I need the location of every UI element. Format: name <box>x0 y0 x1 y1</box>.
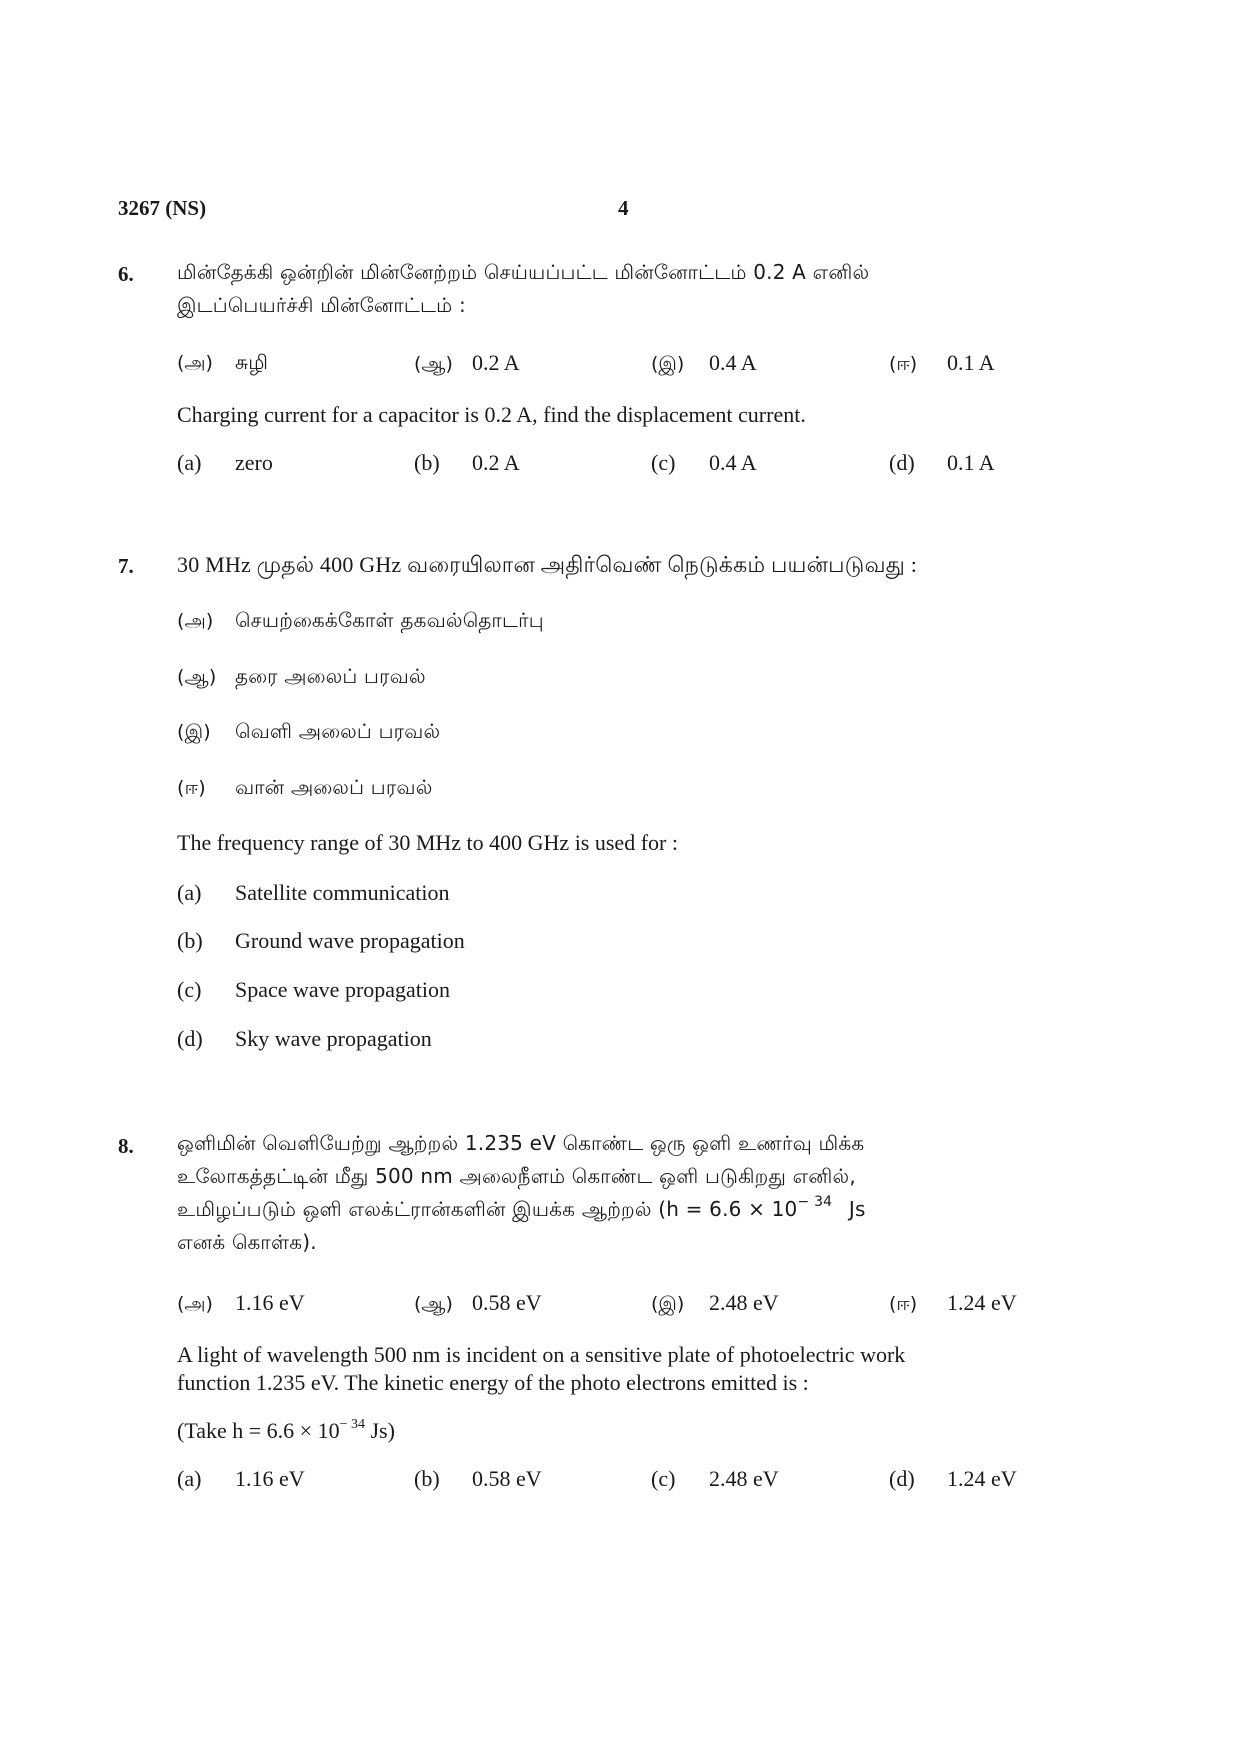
paper-code: 3267 (NS) <box>118 196 207 220</box>
question-number: 7. <box>118 554 134 578</box>
question-text-tamil: இடப்பெயர்ச்சி மின்னோட்டம் : <box>177 293 466 317</box>
option-tamil: (ஈ) வான் அலைப் பரவல் <box>177 775 433 799</box>
question-text-english: Charging current for a capacitor is 0.2 A, find the displacement current. <box>177 402 806 427</box>
option-english: (b) Ground wave propagation <box>177 928 465 953</box>
question-number: 6. <box>118 262 134 286</box>
option-tamil: (அ) செயற்கைக்கோள் தகவல்தொடர்பு <box>177 608 544 632</box>
question-number: 8. <box>118 1134 134 1158</box>
option-english: (c) Space wave propagation <box>177 977 451 1002</box>
option-tamil: (ஆ) 0.2 A <box>414 350 520 375</box>
option-english: (a) 1.16 eV <box>177 1466 305 1491</box>
question-text-tamil: 30 MHz முதல் 400 GHz வரையிலான அதிர்வெண் நெடுக்கம் பயன்படுவது : <box>177 552 918 577</box>
option-english: (a) Satellite communication <box>177 880 450 905</box>
question-text-tamil: எனக் கொள்க). <box>177 1230 317 1254</box>
option-english: (d) 0.1 A <box>889 450 995 475</box>
question-text-tamil: மின்தேக்கி ஒன்றின் மின்னேற்றம் செய்யப்பட்ட மின்னோட்டம் 0.2 A எனில் <box>177 260 870 284</box>
question-text-english: A light of wavelength 500 nm is incident on a sensitive plate of photoelectric work <box>177 1342 906 1367</box>
option-tamil: (இ) 2.48 eV <box>651 1290 779 1315</box>
page-number: 4 <box>618 196 629 220</box>
option-english: (a) zero <box>177 450 273 475</box>
option-english: (d) 1.24 eV <box>889 1466 1017 1491</box>
option-english: (b) 0.2 A <box>414 450 520 475</box>
option-tamil: (இ) 0.4 A <box>651 350 757 375</box>
option-english: (c) 0.4 A <box>651 450 757 475</box>
option-tamil: (ஆ) தரை அலைப் பரவல் <box>177 664 426 688</box>
question-given-constant: (Take $h = 6.6 \times 10^{- 34}$ Js) <box>177 1416 395 1443</box>
question-text-tamil: உலோகத்தட்டின் மீது 500 nm அலைநீளம் கொண்ட ஒளி படுகிறது எனில், <box>177 1164 856 1188</box>
option-english: (d) Sky wave propagation <box>177 1026 432 1051</box>
option-english: (b) 0.58 eV <box>414 1466 542 1491</box>
question-text-tamil: ஒளிமின் வெளியேற்று ஆற்றல் 1.235 eV கொண்ட ஒரு ஒளி உணர்வு மிக்க <box>177 1131 865 1155</box>
question-text-english: function 1.235 eV. The kinetic energy of the photo electrons emitted is : <box>177 1370 809 1395</box>
option-tamil: (ஆ) 0.58 eV <box>414 1290 542 1315</box>
option-tamil: (ஈ) 1.24 eV <box>889 1290 1017 1315</box>
page-header <box>118 196 1078 226</box>
option-tamil: (இ) வெளி அலைப் பரவல் <box>177 719 441 743</box>
option-tamil: (அ) 1.16 eV <box>177 1290 305 1315</box>
option-tamil: (ஈ) 0.1 A <box>889 350 995 375</box>
option-english: (c) 2.48 eV <box>651 1466 779 1491</box>
question-text-english: The frequency range of 30 MHz to 400 GHz is used for : <box>177 830 678 855</box>
question-text-tamil: உமிழப்படும் ஒளி எலக்ட்ரான்களின் இயக்க ஆற்றல் ($h = 6.6 \times 10^{- 34}$ Js <box>177 1194 866 1221</box>
option-tamil: (அ) சுழி <box>177 350 269 374</box>
